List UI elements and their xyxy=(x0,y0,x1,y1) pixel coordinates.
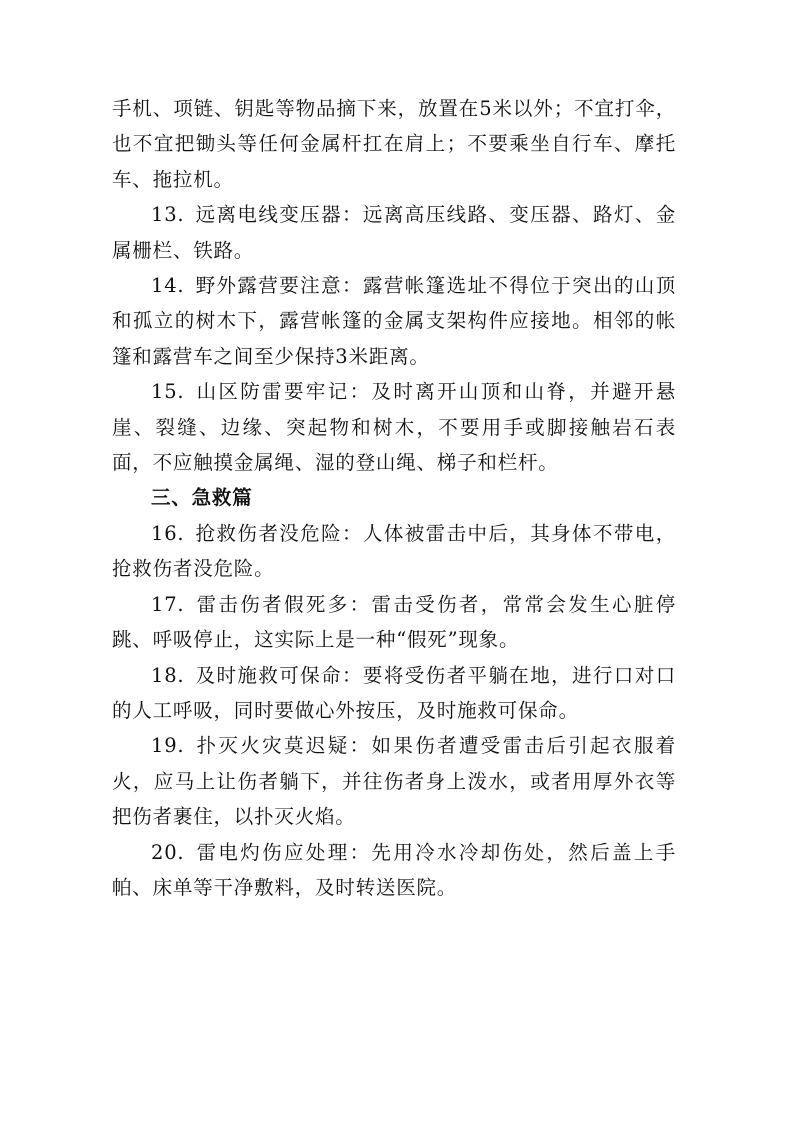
list-item-16 xyxy=(112,516,676,587)
item-body: 及时离开山顶和山脊，并避开悬崖、裂缝、边缘、突起物和树木，不要用手或脚接触岩石表面，不应触摸金属绳、湿的登山绳、梯子和栏杆。 xyxy=(112,380,677,475)
item-number: 20. xyxy=(151,840,185,864)
item-body: 要将受伤者平躺在地，进行口对口的人工呼吸，同时要做心外按压，及时施救可保命。 xyxy=(112,663,676,722)
item-number: 16. xyxy=(151,521,185,545)
item-title: 及时施救可保命： xyxy=(195,663,363,687)
item-title: 雷电灼伤应处理： xyxy=(195,840,372,864)
item-title: 野外露营要注意： xyxy=(195,274,363,298)
list-item-19 xyxy=(112,728,676,834)
item-number: 14. xyxy=(151,274,185,298)
list-item-18 xyxy=(112,658,676,729)
list-item-15 xyxy=(112,374,676,480)
list-item-14 xyxy=(112,268,676,374)
item-title: 山区防雷要牢记： xyxy=(195,380,372,404)
list-item-13 xyxy=(112,197,676,268)
item-title: 雷击伤者假死多： xyxy=(195,592,372,616)
list-item-20 xyxy=(112,835,676,906)
item-title: 抢救伤者没危险： xyxy=(195,521,363,545)
item-body: 人体被雷击中后，其身体不带电，抢救伤者没危险。 xyxy=(112,521,676,581)
item-body: 雷击受伤者，常常会发生心脏停跳、呼吸停止，这实际上是一种“假死”现象。 xyxy=(112,592,677,652)
item-body: 远离高压线路、变压器、路灯、金属栅栏、铁路。 xyxy=(112,203,676,262)
item-number: 18. xyxy=(151,663,185,687)
item-number: 17. xyxy=(151,592,185,616)
item-number: 15. xyxy=(151,380,185,404)
item-title: 远离电线变压器： xyxy=(195,203,363,227)
document-body xyxy=(112,91,676,905)
item-body: 如果伤者遭受雷击后引起衣服着火，应马上让伤者躺下，并往伤者身上泼水，或者用厚外衣等把伤者裹住，以扑灭火焰。 xyxy=(112,734,677,829)
item-body: 露营帐篷选址不得位于突出的山顶和孤立的树木下，露营帐篷的金属支架构件应接地。相邻的帐篷和露营车之间至少保持3米距离。 xyxy=(112,274,676,368)
continued-paragraph: 手机、项链、钥匙等物品摘下来，放置在5米以外；不宜打伞，也不宜把锄头等任何金属杆扛在肩上；不要乘坐自行车、摩托车、拖拉机。 xyxy=(112,97,676,191)
item-title: 扑灭火灾莫迟疑： xyxy=(195,734,372,758)
item-body: 先用冷水冷却伤处，然后盖上手帕、床单等干净敷料，及时转送医院。 xyxy=(112,840,677,899)
item-number: 13. xyxy=(151,203,185,227)
list-item-17 xyxy=(112,587,676,658)
item-number: 19. xyxy=(151,734,185,758)
section-heading: 三、急救篇 xyxy=(151,486,253,510)
